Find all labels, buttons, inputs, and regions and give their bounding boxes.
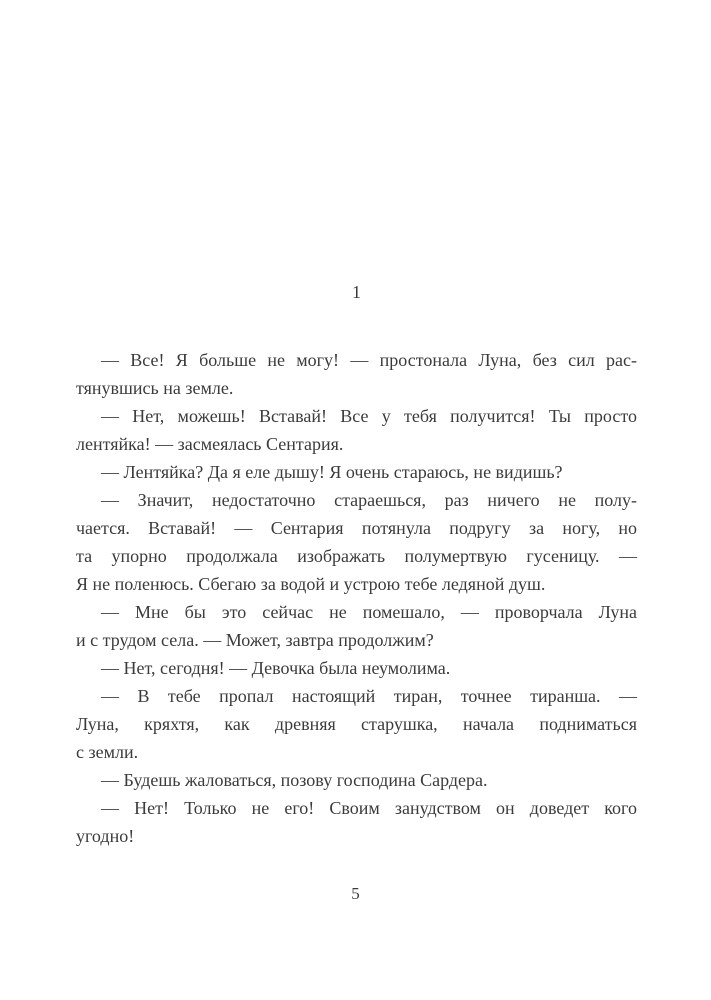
text-line: — Все! Я больше не могу! — простонала Луна, без сил рас- — [101, 350, 637, 370]
paragraph — [76, 486, 637, 598]
text-line: — Нет, сегодня! — Девочка была неумолима. — [101, 658, 451, 678]
text-line: — Лентяйка? Да я еле дышу! Я очень стараюсь, не видишь? — [101, 462, 563, 482]
text-line: — Мне бы это сейчас не помешало, — проворчала Луна — [101, 602, 637, 622]
paragraph — [76, 598, 637, 654]
text-line: — Нет, можешь! Вставай! Все у тебя получится! Ты просто — [101, 406, 637, 426]
text-line: — Будешь жаловаться, позову господина Сардера. — [101, 770, 488, 790]
text-line: тянувшись на земле. — [76, 378, 234, 398]
text-line: та упорно продолжала изображать полумертвую гусеницу. — — [76, 546, 637, 566]
text-line: с земли. — [76, 742, 139, 762]
paragraph — [76, 458, 637, 486]
paragraph — [76, 654, 637, 682]
text-line: — В тебе пропал настоящий тиран, точнее тиранша. — — [101, 686, 637, 706]
paragraph — [76, 794, 637, 850]
text-line: Луна, кряхтя, как древняя старушка, начала подниматься — [76, 714, 637, 734]
text-line: и с трудом села. — Может, завтра продолжим? — [76, 630, 434, 650]
paragraph — [76, 682, 637, 766]
paragraph — [76, 346, 637, 402]
text-block — [76, 346, 637, 850]
text-line: чается. Вставай! — Сентария потянула подругу за ногу, но — [76, 518, 637, 538]
page-number: 5 — [351, 884, 360, 903]
text-line: лентяйка! — засмеялась Сентария. — [76, 434, 344, 454]
text-line: — Нет! Только не его! Своим занудством он доведет кого — [101, 798, 637, 818]
paragraph — [76, 766, 637, 794]
paragraph — [76, 402, 637, 458]
chapter-number: 1 — [352, 282, 361, 302]
text-line: Я не поленюсь. Сбегаю за водой и устрою тебе ледяной душ. — [76, 574, 546, 594]
text-line: — Значит, недостаточно стараешься, раз ничего не полу- — [101, 490, 637, 510]
text-line: угодно! — [76, 826, 135, 846]
